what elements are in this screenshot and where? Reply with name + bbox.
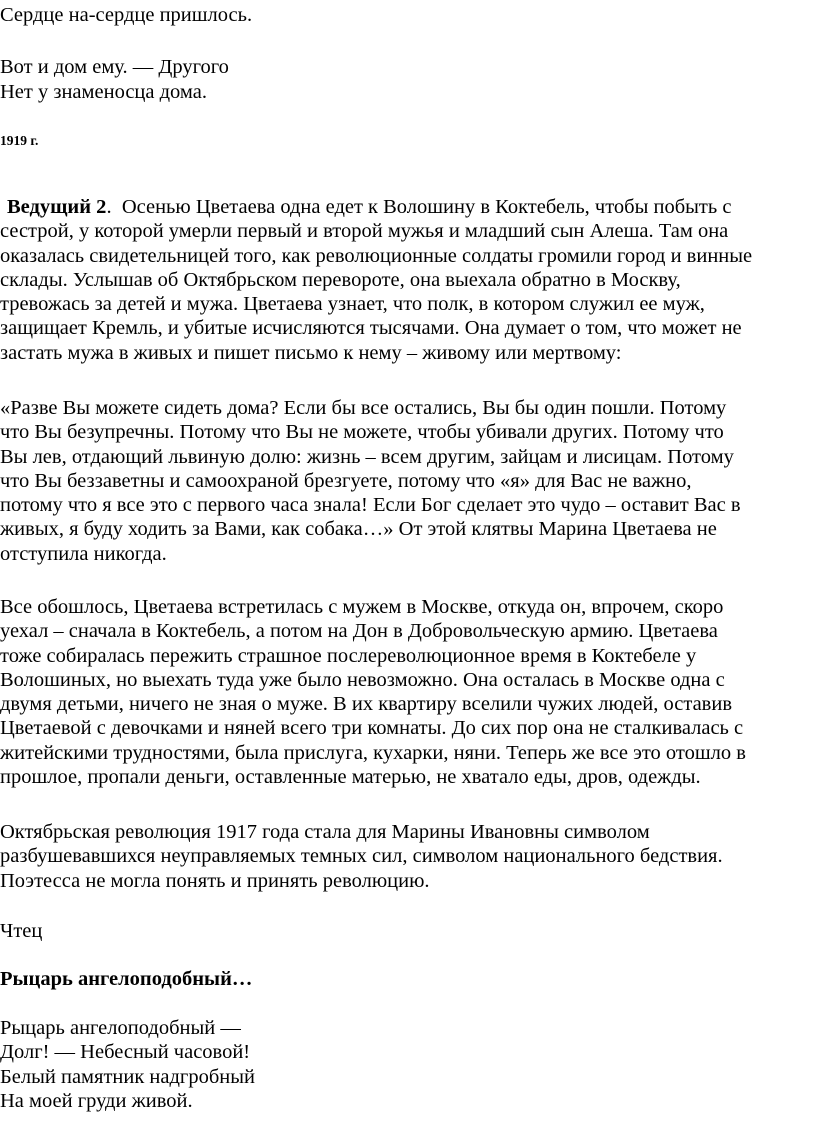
poem-stanza bbox=[0, 1016, 814, 1113]
reunion-line: Цветаевой с девочками и няней всего три комнаты. До сих пор она не сталкивалась с bbox=[0, 717, 744, 740]
poem-end-line-1: Сердце на-сердце пришлось. bbox=[0, 4, 253, 26]
letter-line: что Вы безупречны. Потому что Вы не можете, чтобы убивали других. Потому что bbox=[0, 421, 724, 444]
narrator-line: Осенью Цветаева одна едет к Волошину в Коктебель, чтобы побыть с bbox=[121, 196, 732, 218]
poem-line: На моей груди живой. bbox=[0, 1089, 193, 1112]
poem-line: Рыцарь ангелоподобный — bbox=[0, 1017, 241, 1039]
letter-line: живых, я буду ходить за Вами, как собака…» От этой клятвы Марина Цветаева не bbox=[0, 518, 717, 541]
reader-label: Чтец bbox=[0, 920, 43, 942]
poem-title: Рыцарь ангелоподобный… bbox=[0, 968, 253, 990]
narrator-paragraph: Ведущий 2. Осенью Цветаева одна едет к Волошину в Коктебель, чтобы побыть с сестрой, у которой умерли первый и второй мужья и младший сын Алеша. Там она оказалась свидетельницей того, как революционные солдаты громили город и винные склады. Услышав об Октябрьском перевороте, она выехала обратно в Москву, тревожась за детей и мужа. Цветаева узнает, что полк, в котором служил ее муж, защищает Кремль, и убитые исчисляются тысячами. Она думает о том, что может не застать мужа в живых и пишет письмо к нему – живому или мертвому: bbox=[0, 195, 814, 365]
narrator-line: тревожась за детей и мужа. Цветаева узнает, что полк, в котором служил ее муж, bbox=[0, 293, 705, 316]
poem-line: Белый памятник надгробный bbox=[0, 1065, 255, 1088]
narrator-line: оказалась свидетельницей того, как революционные солдаты громили город и винные bbox=[0, 244, 753, 267]
letter-line: потому что я все это с первого часа знала! Если Бог сделает это чудо – оставит Вас в bbox=[0, 494, 741, 517]
revolution-line: разбушевавшихся неуправляемых темных сил, символом национального бедствия. bbox=[0, 845, 723, 868]
reunion-line: Все обошлось, Цветаева встретилась с мужем в Москве, откуда он, впрочем, скоро bbox=[0, 596, 724, 618]
reunion-paragraph bbox=[0, 595, 814, 789]
letter-line: «Разве Вы можете сидеть дома? Если бы все остались, Вы бы один пошли. Потому bbox=[0, 397, 727, 419]
poem-end-line-3: Нет у знаменосца дома. bbox=[0, 81, 207, 103]
letter-line: что Вы беззаветны и самоохраной брезгуете, потому что «я» для Вас не важно, bbox=[0, 469, 692, 492]
revolution-line: Октябрьская революция 1917 года стала для Марины Ивановны символом bbox=[0, 821, 650, 843]
poem-year: 1919 г. bbox=[0, 133, 39, 148]
narrator-line: защищает Кремль, и убитые исчисляются тысячами. Она думает о том, что может не bbox=[0, 317, 742, 340]
reunion-line: Волошиных, но выехать туда уже было невозможно. Она осталась в Москве одна с bbox=[0, 668, 725, 691]
poem-end-line-2: Вот и дом ему. — Другого bbox=[0, 56, 229, 78]
revolution-line: Поэтесса не могла понять и принять революцию. bbox=[0, 869, 430, 892]
letter-line: отступила никогда. bbox=[0, 542, 167, 565]
poem-line: Долг! — Небесный часовой! bbox=[0, 1041, 251, 1064]
reunion-line: двумя детьми, ничего не зная о муже. В их квартиру вселили чужих людей, оставив bbox=[0, 693, 733, 716]
letter-line: Вы лев, отдающий львиную долю: жизнь – всем другим, зайцам и лисицам. Потому bbox=[0, 445, 734, 468]
reunion-line: тоже собиралась пережить страшное послереволюционное время в Коктебеле у bbox=[0, 644, 697, 667]
reunion-line: уехал – сначала в Коктебель, а потом на Дон в Добровольческую армию. Цветаева bbox=[0, 620, 718, 643]
narrator-line: склады. Услышав об Октябрьском перевороте, она выехала обратно в Москву, bbox=[0, 268, 681, 291]
reunion-line: житейскими трудностями, была прислуга, кухарки, няни. Теперь же все это отошло в bbox=[0, 741, 746, 764]
letter-paragraph bbox=[0, 396, 814, 566]
narrator-line: сестрой, у которой умерли первый и второй мужья и младший сын Алеша. Там она bbox=[0, 220, 729, 243]
revolution-paragraph bbox=[0, 820, 814, 893]
speaker-label: Ведущий 2 bbox=[7, 196, 107, 218]
narrator-line: застать мужа в живых и пишет письмо к нему – живому или мертвому: bbox=[0, 341, 622, 364]
reunion-line: прошлое, пропали деньги, оставленные матерью, не хватало еды, дров, одежды. bbox=[0, 766, 701, 789]
